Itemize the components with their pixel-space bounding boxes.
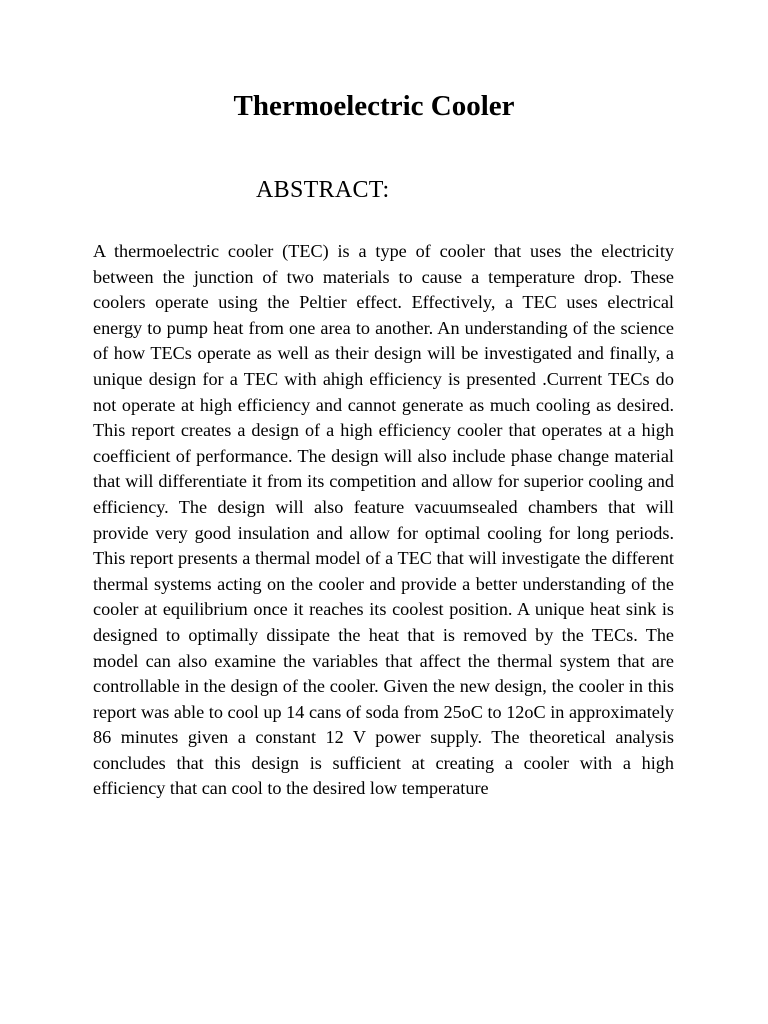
abstract-paragraph: A thermoelectric cooler (TEC) is a type of cooler that uses the electricity between the junction of two materials to cause a temperature drop. These coolers operate using the Peltier effect. Effectively, a TEC uses electrical energy to pump heat from one area to another. An understanding of the science of how TECs operate as well as their design will be investigated and finally, a unique design for a TEC with ahigh efficiency is presented .Current TECs do not operate at high efficiency and cannot generate as much cooling as desired. This report creates a design of a high efficiency cooler that operates at a high coefficient of performance. The design will also include phase change material that will differentiate it from its competition and allow for superior cooling and efficiency. The design will also feature vacuumsealed chambers that will provide very good insulation and allow for optimal cooling for long periods. This report presents a thermal model of a TEC that will investigate the different thermal systems acting on the cooler and provide a better understanding of the cooler at equilibrium once it reaches its coolest position. A unique heat sink is designed to optimally dissipate the heat that is removed by the TECs. The model can also examine the variables that affect the thermal system that are controllable in the design of the cooler. Given the new design, the cooler in this report was able to cool up 14 cans of soda from 25oC to 12oC in approximately 86 minutes given a constant 12 V power supply. The theoretical analysis concludes that this design is sufficient at creating a cooler with a high efficiency that can cool to the desired low temperature — [93, 241, 674, 799]
abstract-heading: ABSTRACT: — [256, 177, 390, 203]
document-title: Thermoelectric Cooler — [233, 90, 515, 122]
